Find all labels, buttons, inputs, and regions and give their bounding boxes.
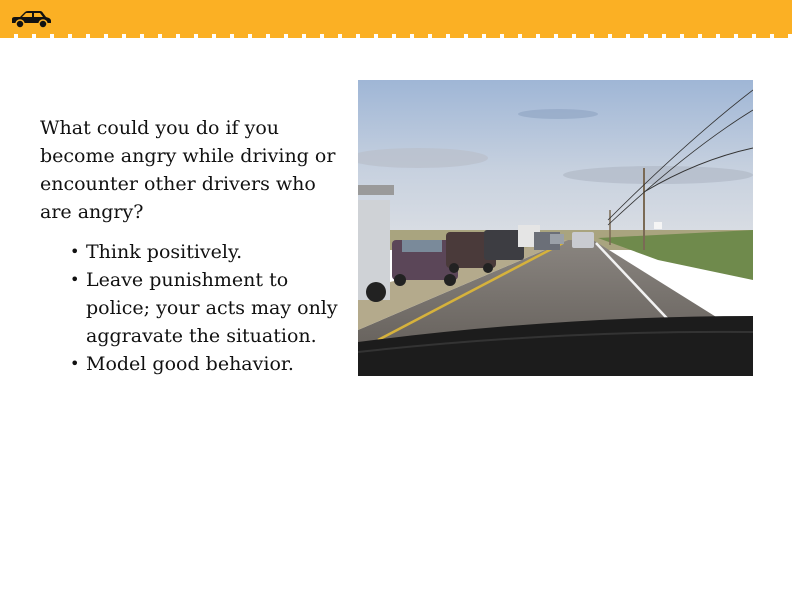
header-bar xyxy=(0,0,792,36)
traffic-photo xyxy=(358,80,753,376)
bullet-item: • Leave punishment to police; your acts may only aggravate the situation. xyxy=(86,266,346,350)
bullet-item: • Think positively. xyxy=(86,238,346,266)
bullet-list xyxy=(56,238,346,378)
bullet-item: • Model good behavior. xyxy=(86,350,346,378)
slide-question: What could you do if you become angry while driving or encounter other drivers who are angry? xyxy=(40,117,336,223)
header-dashed-edge xyxy=(0,34,792,38)
car-icon xyxy=(10,9,52,29)
